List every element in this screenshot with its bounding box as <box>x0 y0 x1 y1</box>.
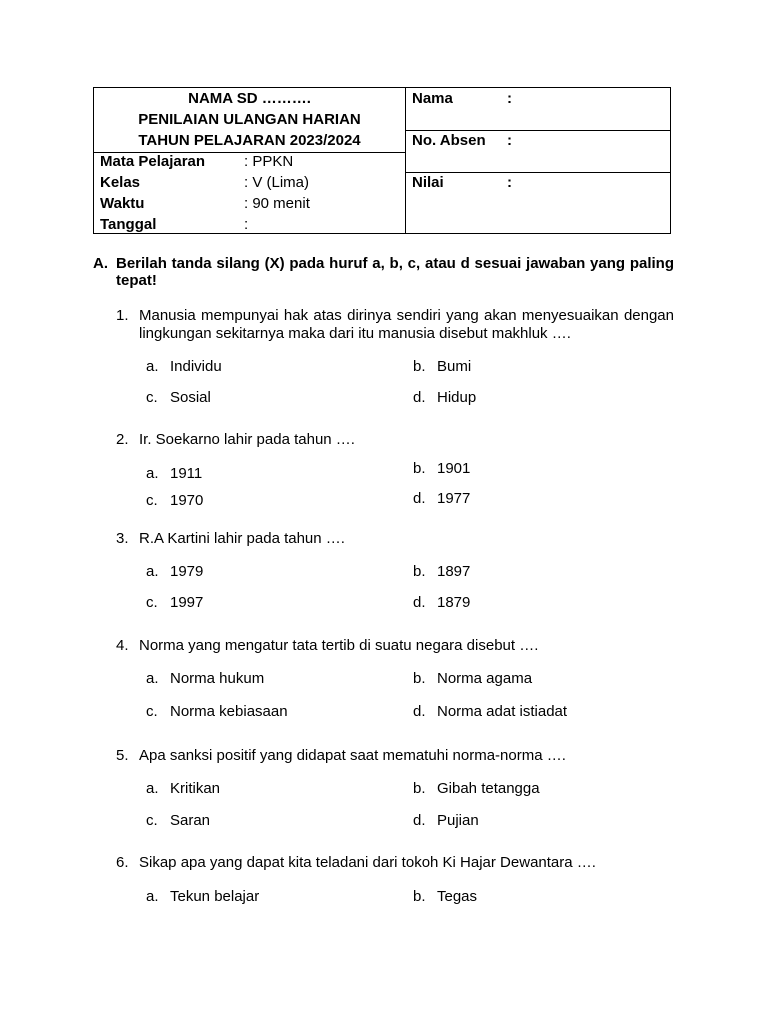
option-text: Individu <box>170 358 222 375</box>
option-letter: d. <box>413 594 426 611</box>
option-letter: b. <box>413 358 426 375</box>
section-instruction: Berilah tanda silang (X) pada huruf a, b, c, atau d sesuai jawaban yang paling tepat! <box>116 255 674 289</box>
option-text: Gibah tetangga <box>437 780 540 797</box>
option-letter: a. <box>146 358 159 375</box>
header-table <box>93 87 671 234</box>
student-name-colon: : <box>507 90 512 107</box>
option-text: Pujian <box>437 812 479 829</box>
question-text: R.A Kartini lahir pada tahun …. <box>139 530 345 547</box>
school-year: TAHUN PELAJARAN 2023/2024 <box>138 132 361 149</box>
question-text: Manusia mempunyai hak atas dirinya sendiri yang akan menyesuaikan dengan lingkungan sekitarnya maka dari itu manusia disebut makhluk …. <box>139 307 674 342</box>
class-value: : V (Lima) <box>244 174 310 191</box>
question-text: Ir. Soekarno lahir pada tahun …. <box>139 431 355 448</box>
score-label: Nilai <box>412 174 444 191</box>
student-number-colon: : <box>507 132 512 149</box>
option-letter: b. <box>413 563 426 580</box>
option-text: Norma agama <box>437 670 533 687</box>
option-text: Bumi <box>437 358 472 375</box>
header-divider-right-1 <box>405 130 670 131</box>
date-value: : <box>244 216 249 233</box>
header-divider-right-2 <box>405 172 670 173</box>
option-letter: b. <box>413 460 426 477</box>
question-number: 4. <box>116 637 129 654</box>
subject-value: : PPKN <box>244 153 294 170</box>
score-colon: : <box>507 174 512 191</box>
question-number: 2. <box>116 431 129 448</box>
option-text: Tegas <box>437 888 478 905</box>
exam-title: PENILAIAN ULANGAN HARIAN <box>138 111 361 128</box>
option-text: 1979 <box>170 563 204 580</box>
option-letter: d. <box>413 703 426 720</box>
option-letter: a. <box>146 670 159 687</box>
date-label: Tanggal <box>100 216 157 233</box>
option-text: Kritikan <box>170 780 221 797</box>
header-divider-vertical <box>405 88 406 233</box>
option-letter: d. <box>413 389 426 406</box>
option-text: Hidup <box>437 389 477 406</box>
option-letter: a. <box>146 563 159 580</box>
question-number: 6. <box>116 854 129 871</box>
option-text: Saran <box>170 812 211 829</box>
section-letter: A. <box>93 255 108 272</box>
subject-label: Mata Pelajaran <box>100 153 206 170</box>
option-letter: a. <box>146 465 159 482</box>
option-letter: b. <box>413 888 426 905</box>
option-letter: b. <box>413 670 426 687</box>
question-number: 5. <box>116 747 129 764</box>
option-text: 1879 <box>437 594 471 611</box>
option-letter: a. <box>146 888 159 905</box>
question-text: Apa sanksi positif yang didapat saat mematuhi norma-norma …. <box>139 747 566 764</box>
student-number-label: No. Absen <box>412 132 486 149</box>
option-letter: c. <box>146 389 158 406</box>
option-text: Norma kebiasaan <box>170 703 288 720</box>
option-letter: a. <box>146 780 159 797</box>
option-text: 1977 <box>437 490 471 507</box>
option-text: 1911 <box>170 465 203 482</box>
option-letter: d. <box>413 490 426 507</box>
option-letter: c. <box>146 594 158 611</box>
option-text: 1901 <box>437 460 471 477</box>
option-text: 1970 <box>170 492 204 509</box>
option-text: Norma hukum <box>170 670 265 687</box>
time-label: Waktu <box>100 195 145 212</box>
option-letter: c. <box>146 812 158 829</box>
question-text: Norma yang mengatur tata tertib di suatu negara disebut …. <box>139 637 539 654</box>
option-letter: c. <box>146 703 158 720</box>
option-text: Tekun belajar <box>170 888 260 905</box>
option-text: 1997 <box>170 594 204 611</box>
option-letter: d. <box>413 812 426 829</box>
time-value: : 90 menit <box>244 195 310 212</box>
question-number: 1. <box>116 307 129 324</box>
school-name: NAMA SD ………. <box>188 90 311 107</box>
option-letter: b. <box>413 780 426 797</box>
option-text: Norma adat istiadat <box>437 703 568 720</box>
option-text: Sosial <box>170 389 211 406</box>
option-text: 1897 <box>437 563 471 580</box>
student-name-label: Nama <box>412 90 453 107</box>
question-text: Sikap apa yang dapat kita teladani dari tokoh Ki Hajar Dewantara …. <box>139 854 596 871</box>
question-number: 3. <box>116 530 129 547</box>
class-label: Kelas <box>100 174 141 191</box>
option-letter: c. <box>146 492 158 509</box>
